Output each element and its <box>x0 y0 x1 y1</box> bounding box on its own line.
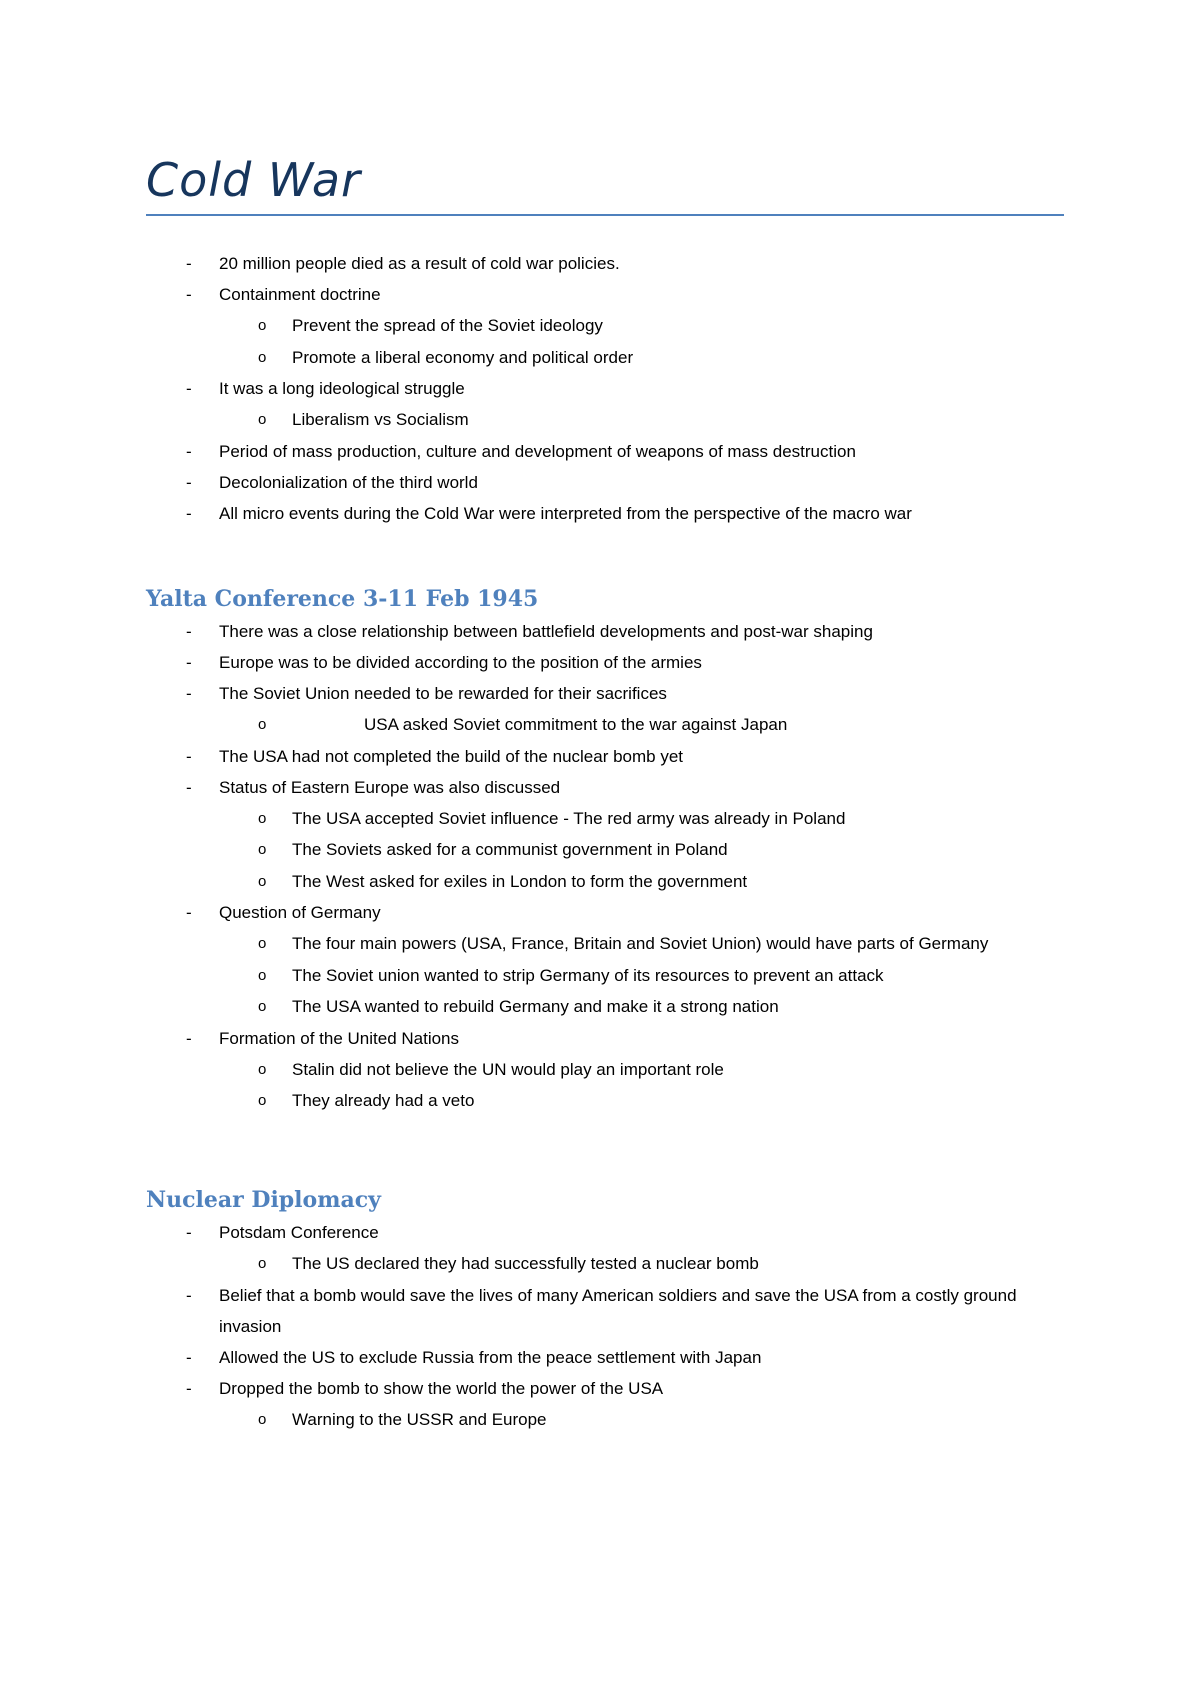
circle-bullet: o <box>258 1410 267 1428</box>
circle-bullet: o <box>258 872 267 890</box>
sub-list-item <box>146 866 1066 898</box>
list-item-text: The Soviet Union needed to be rewarded for their sacrifices <box>219 684 667 703</box>
dash-bullet: - <box>186 285 192 304</box>
sub-list-item <box>146 960 1066 992</box>
sub-list-item <box>146 310 1066 342</box>
list-item <box>146 467 1066 498</box>
circle-bullet: o <box>258 1255 267 1272</box>
dash-bullet: - <box>186 1378 192 1398</box>
sub-list-item-text: Liberalism vs Socialism <box>292 410 469 429</box>
dash-bullet: - <box>186 503 192 523</box>
list-item-text: There was a close relationship between battlefield developments and post-war shaping <box>219 622 873 641</box>
list-item-text: Formation of the United Nations <box>219 1028 460 1048</box>
nuclear-heading: Nuclear Diplomacy <box>146 1187 381 1213</box>
dash-bullet: - <box>186 684 192 703</box>
sub-list-item-text: The Soviets asked for a communist government in Poland <box>292 840 728 859</box>
dash-bullet: - <box>186 746 192 766</box>
list-item-text: All micro events during the Cold War were interpreted from the perspective of the macro war <box>219 503 912 523</box>
sub-list-item <box>146 342 1066 374</box>
sub-list-item-text: The West asked for exiles in London to form the government <box>292 871 748 891</box>
title-underline <box>146 214 1064 216</box>
list-item-text: Europe was to be divided according to the position of the armies <box>219 653 702 672</box>
list-item <box>146 248 1066 279</box>
list-item <box>146 897 1066 928</box>
list-item-text: Decolonialization of the third world <box>219 472 478 492</box>
list-item <box>146 1217 1066 1248</box>
circle-bullet: o <box>258 716 267 733</box>
list-item <box>146 1342 1066 1373</box>
intro-section <box>146 248 1066 529</box>
sub-list-item-text: The USA accepted Soviet influence - The red army was already in Poland <box>292 808 846 828</box>
circle-bullet: o <box>258 411 267 428</box>
sub-list-item <box>146 709 1066 741</box>
nuclear-list <box>146 1217 1066 1435</box>
list-item-text: It was a long ideological struggle <box>219 379 465 398</box>
list-item-text: Status of Eastern Europe was also discussed <box>219 777 561 797</box>
circle-bullet: o <box>258 1092 267 1109</box>
list-item <box>146 1280 1066 1342</box>
yalta-heading: Yalta Conference 3-11 Feb 1945 <box>146 586 539 612</box>
circle-bullet: o <box>258 998 267 1015</box>
dash-bullet: - <box>186 472 192 492</box>
sub-list-item <box>146 928 1066 960</box>
list-item <box>146 647 1066 678</box>
dash-bullet: - <box>186 653 192 672</box>
sub-list-item-text: The four main powers (USA, France, Britain and Soviet Union) would have parts of Germany <box>292 934 989 953</box>
dash-bullet: - <box>186 1223 192 1242</box>
dash-bullet: - <box>186 441 192 461</box>
dash-bullet: - <box>186 622 192 641</box>
sub-list-item <box>146 1404 1066 1436</box>
circle-bullet: o <box>258 935 267 952</box>
sub-list-item-text: Warning to the USSR and Europe <box>292 1409 547 1429</box>
sub-list-item-text: The US declared they had successfully tested a nuclear bomb <box>292 1254 759 1273</box>
sub-list-item <box>146 1248 1066 1280</box>
list-item-text: Containment doctrine <box>219 285 381 304</box>
circle-bullet: o <box>258 317 267 334</box>
sub-list-item-text: The USA wanted to rebuild Germany and make it a strong nation <box>292 997 779 1016</box>
dash-bullet: - <box>186 1028 192 1048</box>
sub-list-item <box>146 1085 1066 1117</box>
list-item <box>146 279 1066 310</box>
list-item-text: Question of Germany <box>219 903 381 922</box>
list-item <box>146 741 1066 772</box>
sub-list-item-text: Prevent the spread of the Soviet ideology <box>292 316 603 335</box>
sub-list-item <box>146 1054 1066 1086</box>
list-item <box>146 1023 1066 1054</box>
sub-list-item <box>146 834 1066 866</box>
yalta-list <box>146 616 1066 1117</box>
circle-bullet: o <box>258 966 267 984</box>
sub-list-item-text: Stalin did not believe the UN would play an important role <box>292 1059 724 1079</box>
list-item-text: 20 million people died as a result of cold war policies. <box>219 254 620 273</box>
sub-list-item <box>146 404 1066 436</box>
intro-list <box>146 248 1066 529</box>
dash-bullet: - <box>186 777 192 797</box>
circle-bullet: o <box>258 841 267 858</box>
list-item <box>146 772 1066 803</box>
circle-bullet: o <box>258 1060 267 1078</box>
dash-bullet: - <box>186 379 192 398</box>
sub-list-item <box>146 991 1066 1023</box>
list-item-text: Period of mass production, culture and development of weapons of mass destruction <box>219 441 856 461</box>
list-item <box>146 373 1066 404</box>
dash-bullet: - <box>186 1285 192 1305</box>
list-item <box>146 436 1066 467</box>
list-item-text: Allowed the US to exclude Russia from the peace settlement with Japan <box>219 1347 762 1367</box>
sub-list-item-text: Promote a liberal economy and political order <box>292 347 634 367</box>
list-item-text: Belief that a bomb would save the lives of many American soldiers and save the USA from a costly ground invasion <box>219 1285 1017 1336</box>
dash-bullet: - <box>186 903 192 922</box>
nuclear-section <box>146 1185 1066 1435</box>
sub-list-item <box>146 803 1066 835</box>
dash-bullet: - <box>186 254 192 273</box>
sub-list-item-text: USA asked Soviet commitment to the war against Japan <box>364 715 788 734</box>
sub-list-item-text: They already had a veto <box>292 1091 475 1110</box>
list-item-text: The USA had not completed the build of the nuclear bomb yet <box>219 746 684 766</box>
list-item <box>146 616 1066 647</box>
document-title: Cold War <box>146 153 361 207</box>
list-item <box>146 678 1066 709</box>
list-item <box>146 498 1066 529</box>
sub-list-item-text: The Soviet union wanted to strip Germany of its resources to prevent an attack <box>292 965 884 985</box>
dash-bullet: - <box>186 1347 192 1367</box>
list-item-text: Dropped the bomb to show the world the power of the USA <box>219 1378 664 1398</box>
list-item-text: Potsdam Conference <box>219 1223 379 1242</box>
circle-bullet: o <box>258 348 267 366</box>
yalta-section <box>146 584 1066 1117</box>
circle-bullet: o <box>258 809 267 827</box>
list-item <box>146 1373 1066 1404</box>
